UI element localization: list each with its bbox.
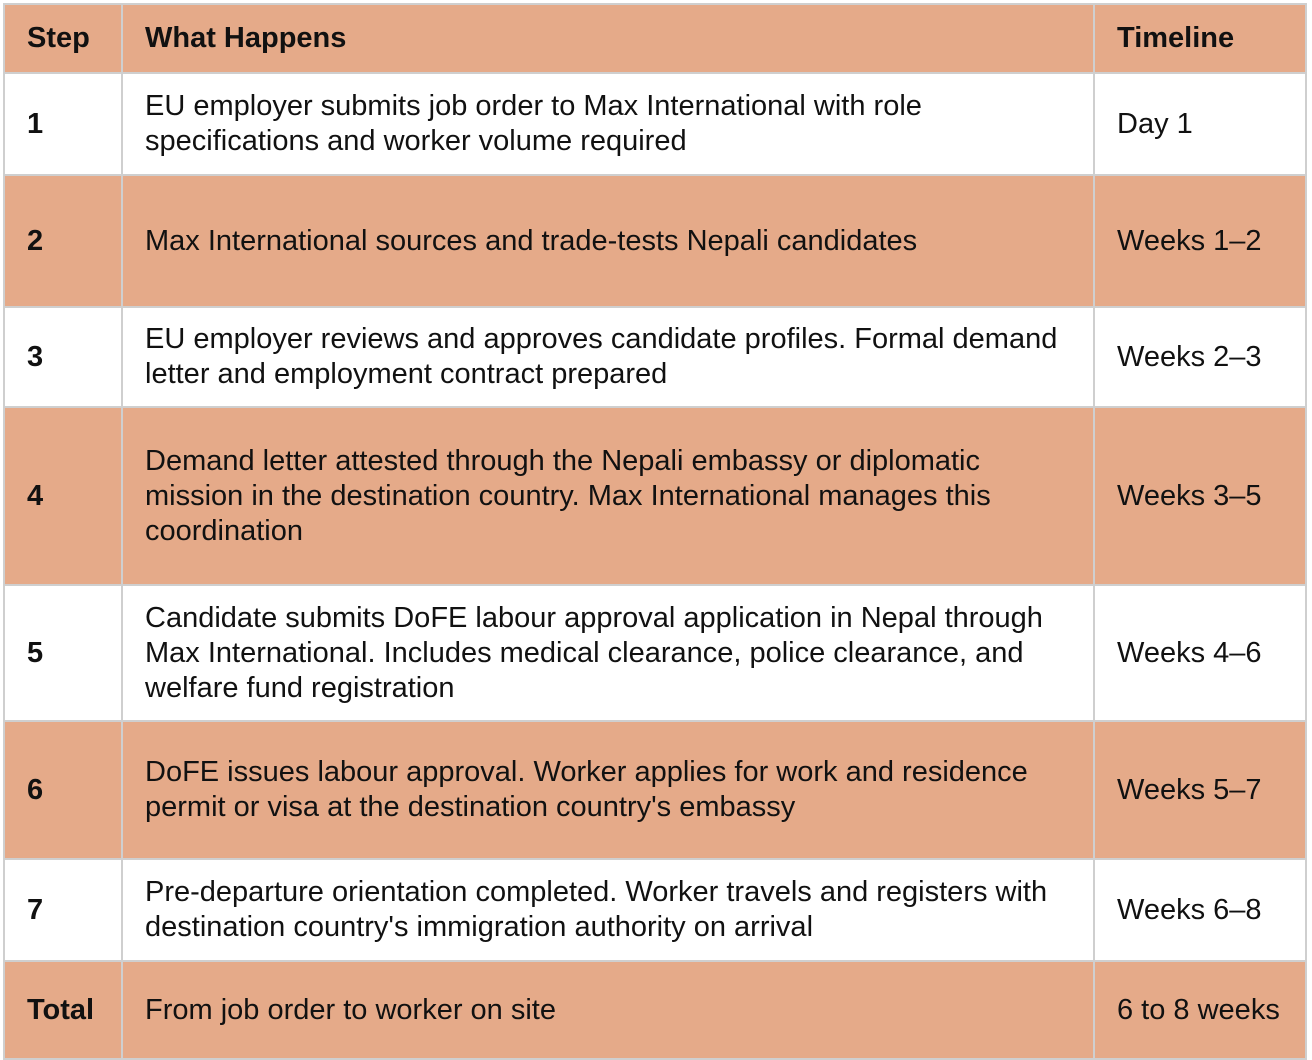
- table-header-row: [4, 4, 1306, 73]
- table-row: [4, 175, 1306, 307]
- timeline-cell: Day 1: [1094, 73, 1306, 175]
- what-happens-cell: Candidate submits DoFE labour approval application in Nepal through Max International. Includes medical clearance, police clearance, and welfare fund registration: [122, 585, 1094, 721]
- timeline-cell: Weeks 6–8: [1094, 859, 1306, 961]
- table-total-row: [4, 961, 1306, 1059]
- what-happens-cell: Pre-departure orientation completed. Worker travels and registers with destination country's immigration authority on arrival: [122, 859, 1094, 961]
- table-row: [4, 721, 1306, 859]
- table-row: [4, 585, 1306, 721]
- step-cell: 6: [4, 721, 122, 859]
- table-row: [4, 407, 1306, 585]
- step-cell: 2: [4, 175, 122, 307]
- step-cell: 7: [4, 859, 122, 961]
- total-label-cell: Total: [4, 961, 122, 1059]
- total-what-happens-cell: From job order to worker on site: [122, 961, 1094, 1059]
- timeline-cell: Weeks 1–2: [1094, 175, 1306, 307]
- process-table-container: [3, 3, 1305, 1060]
- timeline-cell: Weeks 3–5: [1094, 407, 1306, 585]
- timeline-cell: Weeks 2–3: [1094, 307, 1306, 407]
- timeline-cell: Weeks 4–6: [1094, 585, 1306, 721]
- header-timeline: Timeline: [1094, 4, 1306, 73]
- total-timeline-cell: 6 to 8 weeks: [1094, 961, 1306, 1059]
- what-happens-cell: Demand letter attested through the Nepali embassy or diplomatic mission in the destination country. Max International manages this coordination: [122, 407, 1094, 585]
- header-what-happens: What Happens: [122, 4, 1094, 73]
- step-cell: 5: [4, 585, 122, 721]
- what-happens-cell: EU employer submits job order to Max International with role specifications and worker volume required: [122, 73, 1094, 175]
- step-cell: 4: [4, 407, 122, 585]
- process-timeline-table: [3, 3, 1307, 1060]
- what-happens-cell: Max International sources and trade-tests Nepali candidates: [122, 175, 1094, 307]
- table-row: [4, 859, 1306, 961]
- table-row: [4, 307, 1306, 407]
- timeline-cell: Weeks 5–7: [1094, 721, 1306, 859]
- what-happens-cell: EU employer reviews and approves candidate profiles. Formal demand letter and employment contract prepared: [122, 307, 1094, 407]
- step-cell: 3: [4, 307, 122, 407]
- what-happens-cell: DoFE issues labour approval. Worker applies for work and residence permit or visa at the destination country's embassy: [122, 721, 1094, 859]
- header-step: Step: [4, 4, 122, 73]
- table-row: [4, 73, 1306, 175]
- step-cell: 1: [4, 73, 122, 175]
